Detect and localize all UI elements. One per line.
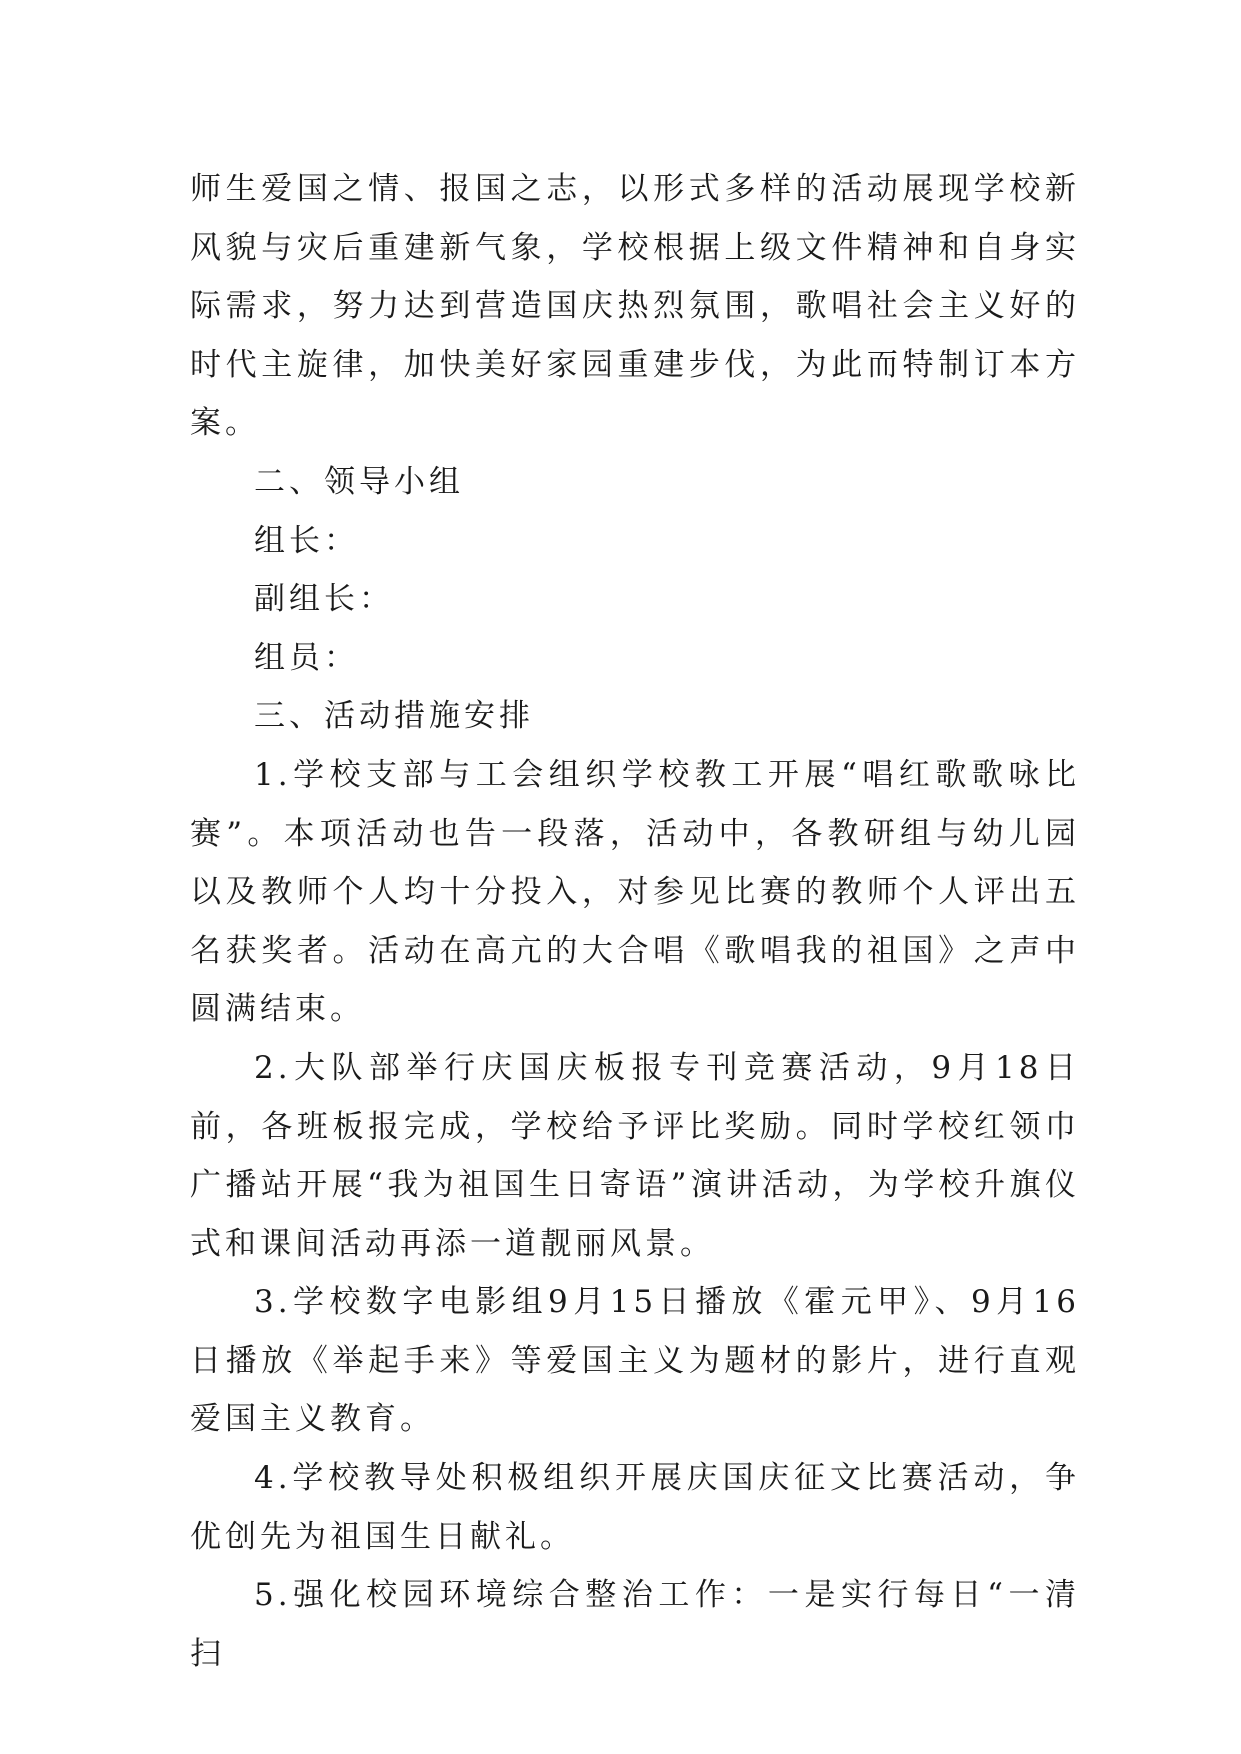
heading-activity-arrangements: 三、活动措施安排 [254, 698, 534, 735]
paragraph-intro-continued: 师生爱国之情、报国之志，以形式多样的活动展现学校新风貌与灾后重建新气象，学校根据上级文件精神和自身实际需求，努力达到营造国庆热烈氛围，歌唱社会主义好的时代主旋律，加快美好家园重建步伐，为此而特制订本方案。 [190, 171, 1080, 442]
heading-leadership-group: 二、领导小组 [254, 463, 464, 500]
members-line: 组员： [254, 639, 359, 676]
deputy-leader-line: 副组长： [254, 581, 394, 618]
activity-item-3: 3.学校数字电影组9月15日播放《霍元甲》、9月16日播放《举起手来》等爱国主义为题材的影片，进行直观爱国主义教育。 [190, 1284, 1080, 1438]
activity-item-2: 2.大队部举行庆国庆板报专刊竞赛活动，9月18日前，各班板报完成，学校给予评比奖励。同时学校红领巾广播站开展“我为祖国生日寄语”演讲活动，为学校升旗仪式和课间活动再添一道靓丽风景。 [190, 1049, 1080, 1262]
activity-item-4: 4.学校教导处积极组织开展庆国庆征文比赛活动，争优创先为祖国生日献礼。 [190, 1460, 1080, 1555]
document-body [190, 160, 1080, 1683]
activity-item-1: 1.学校支部与工会组织学校教工开展“唱红歌歌咏比赛”。本项活动也告一段落，活动中，各教研组与幼儿园以及教师个人均十分投入，对参见比赛的教师个人评出五名获奖者。活动在高亢的大合唱《歌唱我的祖国》之声中圆满结束。 [190, 756, 1080, 1028]
activity-item-5: 5.强化校园环境综合整治工作：一是实行每日“一清扫 [190, 1577, 1080, 1672]
leader-line: 组长： [254, 522, 359, 559]
